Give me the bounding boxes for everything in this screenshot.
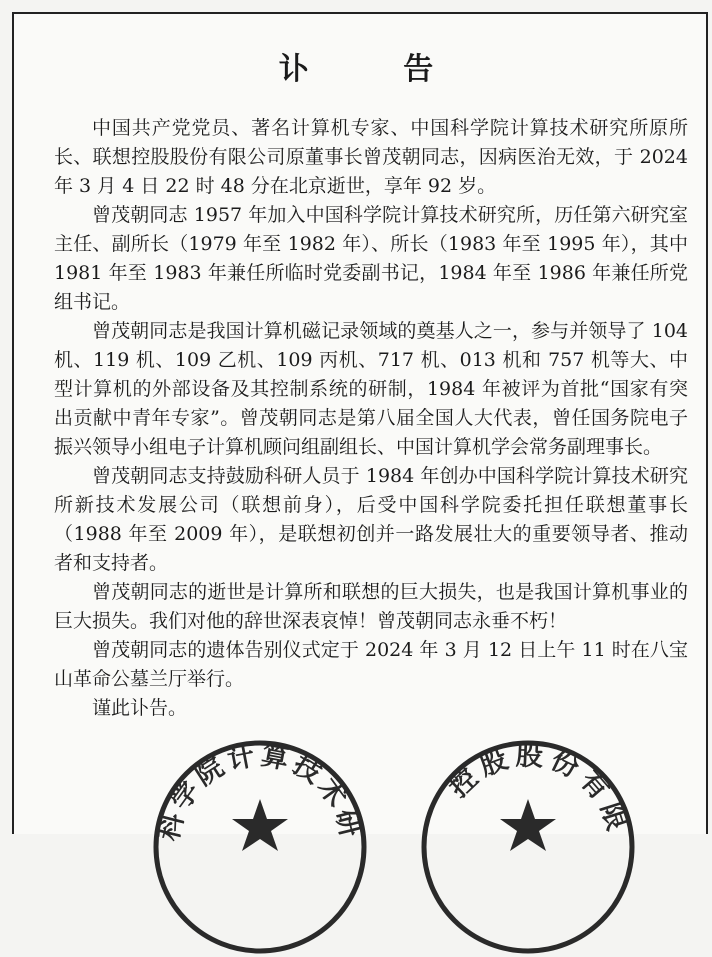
star-icon bbox=[500, 799, 556, 851]
company-seal bbox=[418, 737, 638, 957]
institute-seal-text: 科学院计算技术研 bbox=[153, 739, 367, 844]
seal-area bbox=[0, 715, 712, 844]
paragraph-lenovo: 曾茂朝同志支持鼓励科研人员于 1984 年创办中国科学院计算技术研究所新技术发展公司（联想前身），后受中国科学院委托担任联想董事长（1988 年至 2009 年），是联想初创并一路发展壮大的重要领导者、推动者和支持者。 bbox=[54, 465, 688, 574]
paragraph-closing: 谨此讣告。 bbox=[92, 697, 188, 719]
paragraph-condolence: 曾茂朝同志的逝世是计算所和联想的巨大损失，也是我国计算机事业的巨大损失。我们对他的辞世深表哀悼！曾茂朝同志永垂不朽！ bbox=[54, 581, 688, 632]
notice-title: 讣 告 bbox=[278, 52, 476, 87]
institute-seal bbox=[150, 737, 370, 957]
paragraph-announcement: 中国共产党党员、著名计算机专家、中国科学院计算技术研究所原所长、联想控股股份有限公司原董事长曾茂朝同志，因病医治无效，于 2024 年 3 月 4 日 22 时 48 分在北京逝世，享年 92 岁。 bbox=[54, 117, 688, 197]
company-seal-text: 控股股份有限 bbox=[443, 740, 634, 840]
paragraph-ceremony: 曾茂朝同志的遗体告别仪式定于 2024 年 3 月 12 日上午 11 时在八宝山革命公墓兰厅举行。 bbox=[54, 639, 688, 690]
star-icon bbox=[232, 799, 288, 851]
paragraph-career: 曾茂朝同志 1957 年加入中国科学院计算技术研究所，历任第六研究室主任、副所长（1979 年至 1982 年）、所长（1983 年至 1995 年），其中 1981 年至 1983 年兼任所临时党委副书记，1984 年至 1986 年兼任所党组书记。 bbox=[54, 204, 688, 313]
notice-body bbox=[54, 114, 688, 723]
paragraph-achievements: 曾茂朝同志是我国计算机磁记录领域的奠基人之一，参与并领导了 104 机、119 机、109 乙机、109 丙机、717 机、013 机和 757 机等大、中型计算机的外部设备及其控制系统的研制，1984 年被评为首批“国家有突出贡献中青年专家”。曾茂朝同志是第八届全国人大代表，曾任国务院电子振兴领导小组电子计算机顾问组副组长、中国计算机学会常务副理事长。 bbox=[54, 320, 688, 458]
